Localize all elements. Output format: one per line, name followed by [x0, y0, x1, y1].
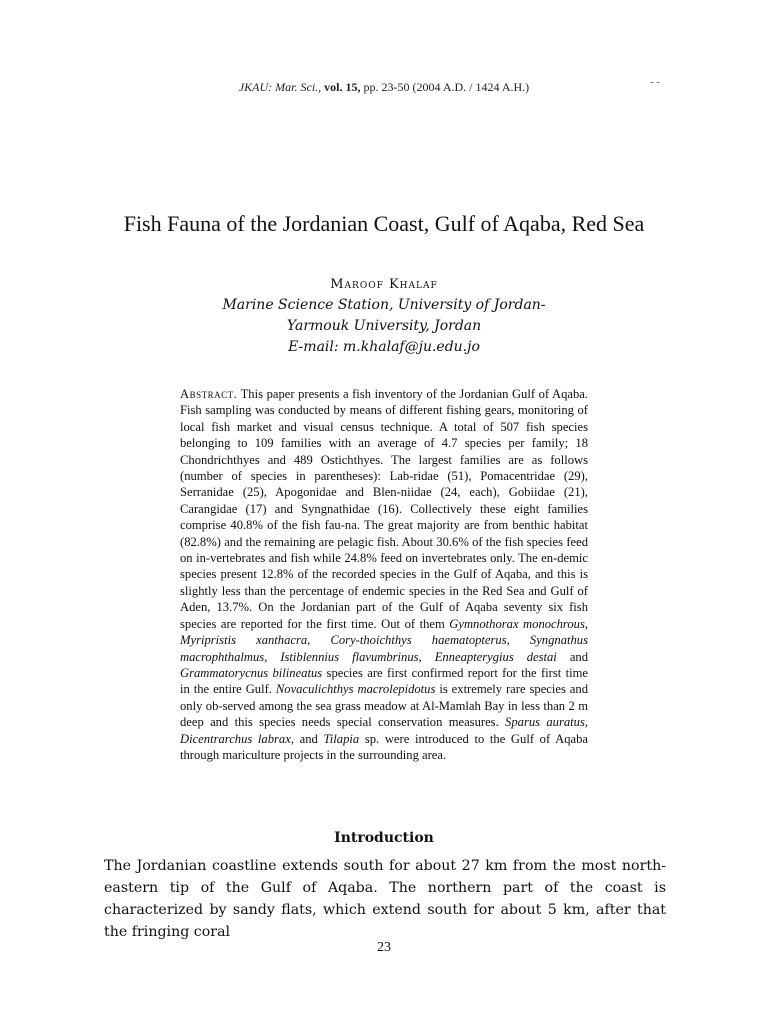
author-email: E-mail: m.khalaf@ju.edu.jo [288, 339, 480, 355]
species-list-2: Grammatorycnus bilineatus [180, 665, 323, 680]
abstract-and-1: and [569, 649, 588, 664]
journal-name: JKAU: Mar. Sci., [238, 80, 322, 94]
page-number: 23 [377, 940, 391, 955]
paper-title: Fish Fauna of the Jordanian Coast, Gulf of Aqaba, Red Sea [123, 211, 645, 236]
species-list-4: Sparus auratus, Dicentrarchus labrax, [180, 715, 588, 746]
abstract [180, 386, 588, 763]
section-heading-introduction: Introduction [334, 830, 434, 846]
abstract-and-2: and [299, 731, 318, 746]
header-mark: - - [650, 76, 661, 88]
journal-pages: pp. 23-50 (2004 A.D. / 1424 A.H.) [363, 80, 530, 94]
abstract-text-3: is extremely rare species and only ob-served among the sea grass meadow at Al-Mamlah Bay in less than 2 m deep and this species needs special conservation measures. [180, 682, 588, 730]
affiliation-line-1: Marine Science Station, University of Jordan- [222, 297, 546, 313]
journal-volume: vol. 15, [324, 80, 361, 94]
abstract-text-1: This paper presents a fish inventory of the Jordanian Gulf of Aqaba. Fish sampling was conducted by means of different fishing gears, monitoring of local fish market and visual census technique. A total of 507 fish species belonging to 109 families with an average of 4.7 species per family; 18 Chondrichthyes and 489 Ostichthyes. The largest families are as follows (number of species in parentheses): Lab-ridae (51), Pomacentridae (29), Serranidae (25), Apogonidae and Blen-niidae (24, each), Gobiidae (21), Carangidae (17) and Syngnathidae (16). Collectively these eight families comprise 40.8% of the fish fau-na. The great majority are from benthic habitat (82.8%) and the remaining are pelagic fish. About 30.6% of the fish species feed on in-vertebrates and fish while 24.8% feed on invertebrates only. The en-demic species present 12.8% of the recorded species in the Gulf of Aqaba, and this is slightly less than the percentage of endemic species in the Red Sea and Gulf of Aden, 13.7%. On the Jordanian part of the Gulf of Aqaba seventy six fish species are reported for the first time. Out of them [180, 387, 588, 631]
author-affiliation [0, 295, 768, 358]
species-list-3: Novaculichthys macrolepidotus [275, 682, 436, 697]
abstract-text-2: species are first confirmed report for the first time in the entire Gulf. [180, 665, 588, 697]
species-list-5: Tilapia [323, 731, 360, 746]
introduction-paragraph: The Jordanian coastline extends south for about 27 km from the most north-eastern tip of the Gulf of Aqaba. The northern part of the coast is characterized by sandy flats, which extend south for about 5 km, after that the fringing coral [104, 858, 666, 940]
author-name: Maroof Khalaf [330, 277, 438, 292]
affiliation-line-2: Yarmouk University, Jordan [286, 318, 482, 334]
abstract-label: Abstract. [180, 387, 238, 401]
abstract-text-4: sp. were introduced to the Gulf of Aqaba through mariculture projects in the surrounding area. [180, 731, 588, 762]
running-header [0, 76, 768, 95]
species-list-1: Gymnothorax monochrous, Myripristis xanthacra, Cory-thoichthys haematopterus, Syngnathus macrophthalmus, Istiblennius flavumbrinus, Enneapterygius destai [180, 616, 588, 664]
